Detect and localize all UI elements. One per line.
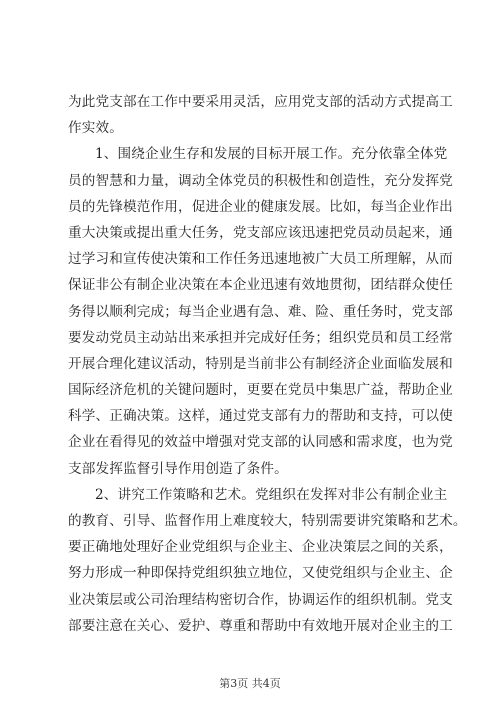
text-line: 重大决策或提出重大任务，党支部应该迅速把党员动员起来，通 xyxy=(68,224,453,241)
text-line: 务得以顺利完成；每当企业遇有急、难、险、重任务时，党支部 xyxy=(68,303,453,320)
text-line: 企业在看得见的效益中增强对党支部的认同感和需求度，也为党 xyxy=(68,434,453,451)
text-line: 国际经济危机的关键问题时，更要在党员中集思广益，帮助企业 xyxy=(68,382,453,399)
document-body xyxy=(68,89,467,639)
text-line: 努力形成一种即保持党组织独立地位，又使党组织与企业主、企 xyxy=(68,565,453,582)
text-line: 为此党支部在工作中要采用灵活，应用党支部的活动方式提高工 xyxy=(68,94,453,110)
text-line: 过学习和宣传使决策和工作任务迅速地被广大员工所理解，从而 xyxy=(68,251,453,268)
text-line: 作实效。 xyxy=(68,120,123,137)
text-line: 1、围绕企业生存和发展的目标开展工作。充分依靠全体党 xyxy=(95,146,448,163)
text-line: 要正确地处理好企业党组织与企业主、企业决策层之间的关系， xyxy=(68,539,453,556)
text-line: 业决策层或公司治理结构密切合作，协调运作的组织机制。党支 xyxy=(68,591,453,608)
paragraph-intro-continuation xyxy=(68,89,453,141)
text-line: 2、讲究工作策略和艺术。党组织在发挥对非公有制企业主 xyxy=(95,486,448,503)
text-line: 员的先锋模范作用，促进企业的健康发展。比如，每当企业作出 xyxy=(68,198,453,215)
paragraph-point-2 xyxy=(68,482,467,639)
text-line: 部要注意在关心、爱护、尊重和帮助中有效地开展对企业主的工 xyxy=(68,617,453,634)
text-line: 的教育、引导、监督作用上难度较大，特别需要讲究策略和艺术。 xyxy=(68,513,467,529)
text-line: 科学、正确决策。这样，通过党支部有力的帮助和支持，可以使 xyxy=(68,408,453,425)
text-line: 要发动党员主动站出来承担并完成好任务；组织党员和员工经常 xyxy=(68,329,453,346)
page-number-footer: 第3页 共4页 xyxy=(219,677,281,690)
text-line: 保证非公有制企业决策在本企业迅速有效地贯彻，团结群众使任 xyxy=(68,277,453,294)
text-line: 支部发挥监督引导作用创造了条件。 xyxy=(68,460,288,477)
paragraph-point-1 xyxy=(68,141,453,481)
text-line: 开展合理化建议活动，特别是当前非公有制经济企业面临发展和 xyxy=(68,355,453,372)
text-line: 员的智慧和力量，调动全体党员的积极性和创造性，充分发挥党 xyxy=(68,172,453,189)
